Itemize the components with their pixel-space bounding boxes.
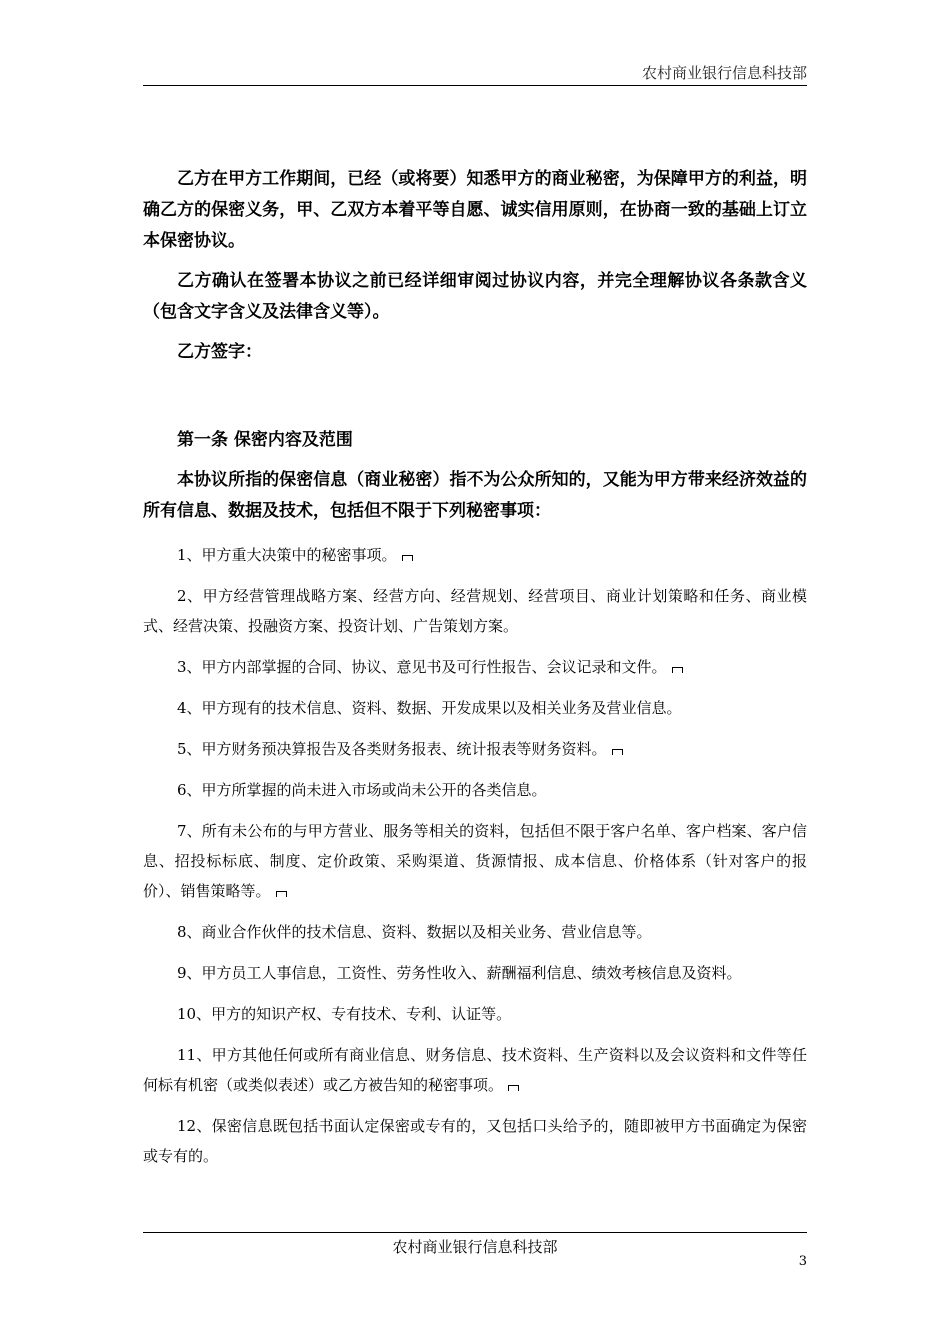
list-item: 6、甲方所掌握的尚未进入市场或尚未公开的各类信息。 bbox=[177, 781, 547, 799]
paragraph-mark-icon bbox=[612, 749, 623, 755]
list-item: 1、甲方重大决策中的秘密事项。 bbox=[143, 540, 807, 570]
list-item: 11、甲方其他任何或所有商业信息、财务信息、技术资料、生产资料以及会议资料和文件等任何标有机密（或类似表述）或乙方被告知的秘密事项。 bbox=[143, 1046, 807, 1094]
list-item: 8、商业合作伙伴的技术信息、资料、数据以及相关业务、营业信息等。 bbox=[177, 923, 652, 941]
list-item: 2、甲方经营管理战略方案、经营方向、经营规划、经营项目、商业计划策略和任务、商业模式、经营决策、投融资方案、投资计划、广告策划方案。 bbox=[143, 587, 807, 635]
list-item: 4、甲方现有的技术信息、资料、数据、开发成果以及相关业务及营业信息。 bbox=[177, 699, 682, 717]
list-item: 5、甲方财务预决算报告及各类财务报表、统计报表等财务资料。 bbox=[143, 734, 807, 764]
page-number: 3 bbox=[798, 1254, 807, 1269]
intro-section bbox=[143, 164, 807, 377]
article-title: 第一条 保密内容及范围 bbox=[177, 430, 353, 450]
list-item: 9、甲方员工人事信息，工资性、劳务性收入、薪酬福利信息、绩效考核信息及资料。 bbox=[177, 964, 742, 982]
list-item: 12、保密信息既包括书面认定保密或专有的，又包括口头给予的，随即被甲方书面确定为保密或专有的。 bbox=[143, 1117, 807, 1165]
list-item: 7、所有未公布的与甲方营业、服务等相关的资料，包括但不限于客户名单、客户档案、客户信息、招投标标底、制度、定价政策、采购渠道、货源情报、成本信息、价格体系（针对客户的报价）、销售策略等。 bbox=[143, 822, 807, 900]
list-item: 3、甲方内部掌握的合同、协议、意见书及可行性报告、会议记录和文件。 bbox=[143, 652, 807, 682]
footer-divider bbox=[143, 1232, 807, 1233]
paragraph-mark-icon bbox=[402, 555, 413, 561]
paragraph-mark-icon bbox=[508, 1085, 519, 1091]
article-1 bbox=[143, 425, 807, 527]
signature-line: 乙方签字： bbox=[177, 342, 262, 362]
header-divider bbox=[143, 85, 807, 86]
paragraph-mark-icon bbox=[276, 891, 287, 897]
list-item: 10、甲方的知识产权、专有技术、专利、认证等。 bbox=[177, 1005, 512, 1023]
secret-items-list bbox=[143, 540, 807, 1182]
page-header: 农村商业银行信息科技部 bbox=[641, 64, 807, 82]
page-footer: 农村商业银行信息科技部 bbox=[392, 1238, 558, 1256]
paragraph-mark-icon bbox=[672, 667, 683, 673]
article-description: 本协议所指的保密信息（商业秘密）指不为公众所知的，又能为甲方带来经济效益的所有信息、数据及技术，包括但不限于下列秘密事项： bbox=[143, 470, 807, 521]
intro-paragraph-1: 乙方在甲方工作期间，已经（或将要）知悉甲方的商业秘密，为保障甲方的利益，明确乙方的保密义务，甲、乙双方本着平等自愿、诚实信用原则，在协商一致的基础上订立本保密协议。 bbox=[143, 169, 807, 251]
intro-paragraph-2: 乙方确认在签署本协议之前已经详细审阅过协议内容，并完全理解协议各条款含义（包含文字含义及法律含义等）。 bbox=[143, 271, 807, 322]
